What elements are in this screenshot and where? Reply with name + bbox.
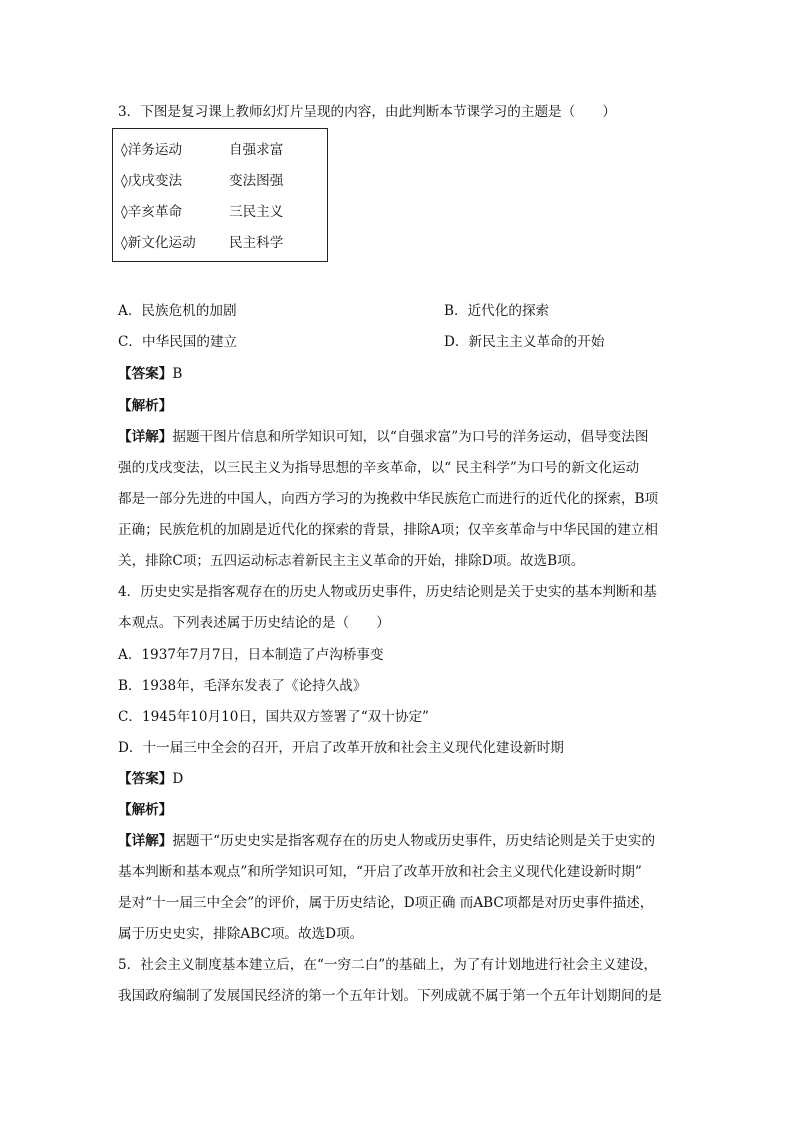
- question-4-stem: 4．历史史实是指客观存在的历史人物或历史事件，历史结论则是关于史实的基本判断和基: [118, 584, 657, 600]
- slide-row-event: ◊戊戌变法: [121, 173, 183, 189]
- detail-text: 据题干“历史史实是指客观存在的历史人物或历史事件，历史结论则是关于史实的: [172, 833, 656, 849]
- question-4-stem: 本观点。下列表述属于历史结论的是（ ）: [118, 615, 390, 631]
- slide-row-slogan: 自强求富: [229, 142, 284, 158]
- detail-label: 【详解】: [118, 429, 173, 445]
- q3-detail-line: [118, 427, 648, 447]
- slide-row-event: ◊洋务运动: [121, 142, 183, 158]
- q4-analysis-label: 【解析】: [118, 802, 173, 818]
- slide-row-slogan: 变法图强: [229, 173, 284, 189]
- slide-row-event: ◊辛亥革命: [121, 204, 183, 220]
- question-3-stem: 3．下图是复习课上教师幻灯片呈现的内容，由此判断本节课学习的主题是（ ）: [118, 104, 617, 120]
- q4-option-c: C．1945年10月10日，国共双方签署了“双十协定”: [118, 709, 429, 725]
- q3-option-a: A．民族危机的加剧: [118, 303, 237, 319]
- q3-detail-line: 正确；民族危机的加剧是近代化的探索的背景，排除A项；仅辛亥革命与中华民国的建立相: [118, 522, 658, 538]
- q3-option-c: C．中华民国的建立: [118, 334, 238, 350]
- q3-option-d: D．新民主主义革命的开始: [444, 334, 605, 350]
- answer-value: B: [172, 366, 183, 382]
- slide-row-slogan: 民主科学: [229, 235, 284, 251]
- q3-analysis-label: 【解析】: [118, 398, 173, 414]
- slide-content-box: [112, 128, 328, 262]
- answer-label: 【答案】: [118, 771, 173, 787]
- question-5-stem: 5．社会主义制度基本建立后，在“一穷二白”的基础上，为了有计划地进行社会主义建设，: [118, 957, 658, 973]
- slide-row-slogan: 三民主义: [229, 204, 284, 220]
- q4-detail-line: [118, 831, 655, 851]
- answer-label: 【答案】: [118, 366, 173, 382]
- q3-detail-line: 都是一部分先进的中国人，向西方学习的为挽救中华民族危亡而进行的近代化的探索，B项: [118, 491, 659, 507]
- q3-detail-line: 关，排除C项；五四运动标志着新民主主义革命的开始，排除D项。故选B项。: [118, 553, 585, 569]
- detail-text: 据题干图片信息和所学知识可知，以“自强求富”为口号的洋务运动，倡导变法图: [172, 429, 649, 445]
- detail-label: 【详解】: [118, 833, 173, 849]
- q4-answer: [118, 769, 183, 789]
- q4-detail-line: 属于历史史实，排除ABC项。故选D项。: [118, 926, 364, 942]
- q4-option-b: B．1938年，毛泽东发表了《论持久战》: [118, 678, 367, 694]
- q4-option-a: A．1937年7月7日，日本制造了卢沟桥事变: [118, 647, 384, 663]
- q3-option-b: B．近代化的探索: [444, 303, 550, 319]
- q3-detail-line: 强的戊戌变法，以三民主义为指导思想的辛亥革命，以“ 民主科学”为口号的新文化运动: [118, 460, 640, 476]
- q3-answer: [118, 364, 182, 384]
- slide-row-event: ◊新文化运动: [121, 235, 196, 251]
- question-5-stem: 我国政府编制了发展国民经济的第一个五年计划。下列成就不属于第一个五年计划期间的是: [118, 988, 662, 1004]
- q4-detail-line: 基本判断和基本观点”和所学知识可知，“开启了改革开放和社会主义现代化建设新时期”: [118, 864, 642, 880]
- q4-option-d: D．十一届三中全会的召开，开启了改革开放和社会主义现代化建设新时期: [118, 740, 564, 756]
- q4-detail-line: 是对“十一届三中全会”的评价，属于历史结论，D项正确 而ABC项都是对历史事件描述，: [118, 895, 654, 911]
- answer-value: D: [172, 771, 184, 787]
